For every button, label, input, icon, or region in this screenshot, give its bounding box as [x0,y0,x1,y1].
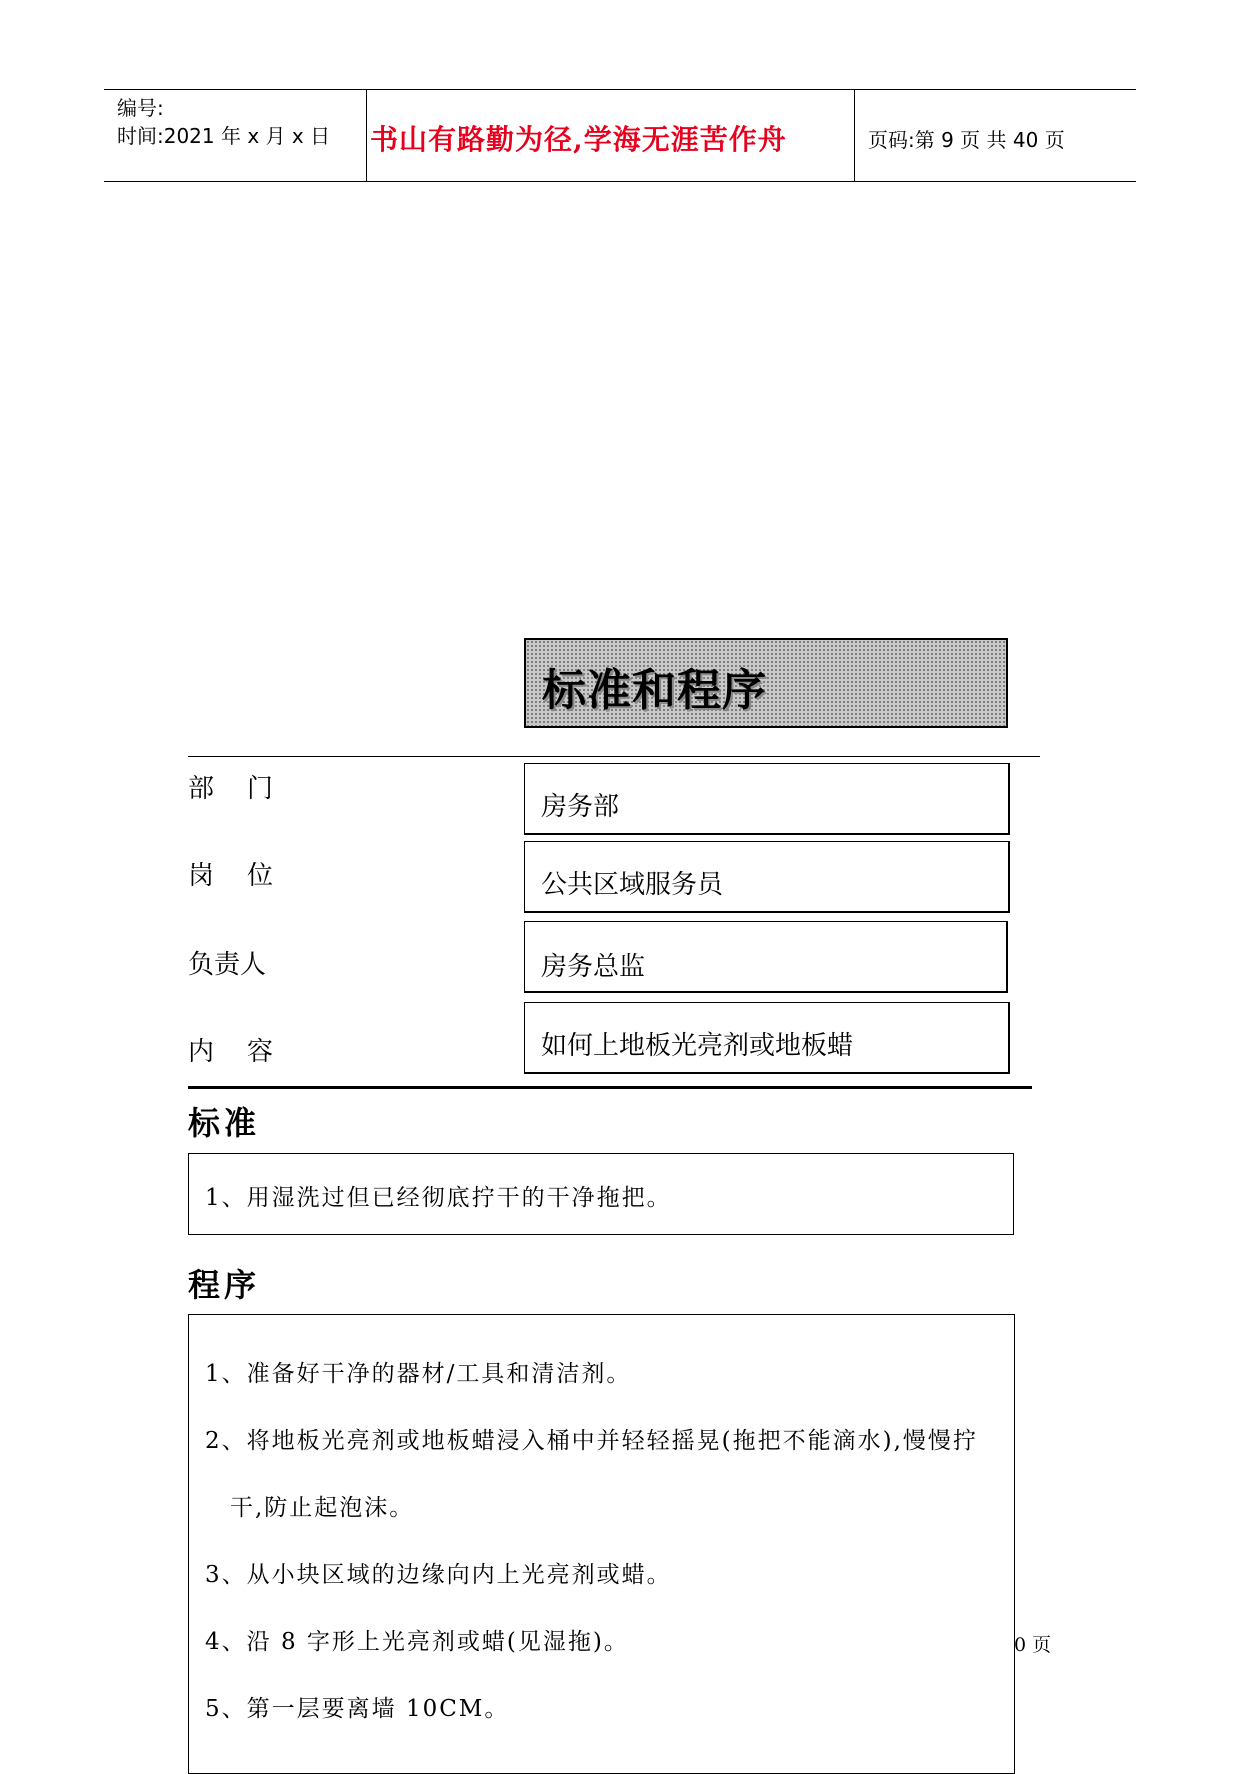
document-time-label: 时间:2021 年 x 月 x 日 [117,124,331,148]
info-bottom-rule [188,1086,1032,1089]
page-number-label: 页码:第 9 页 共 40 页 [868,128,1065,152]
header-top-rule [104,89,1136,90]
standard-box [188,1153,1014,1235]
procedure-item: 5、第一层要离墙 10CM。 [205,1696,510,1722]
position-value: 公共区域服务员 [541,870,724,900]
owner-value: 房务总监 [541,952,646,982]
department-value: 房务部 [541,792,620,822]
page-title: 标准和程序 [542,665,767,716]
header-divider-right [854,89,855,181]
procedure-item-continuation: 干,防止起泡沫。 [230,1495,415,1521]
content-label: 内 容 [188,1037,274,1067]
content-box [524,1002,1010,1074]
owner-label: 负责人 [188,950,267,980]
header-bottom-rule [104,181,1136,182]
content-value: 如何上地板光亮剂或地板蜡 [541,1031,854,1061]
header-motto: 书山有路勤为径,学海无涯苦作舟 [370,123,787,156]
position-box [524,841,1010,913]
footer-page-fragment: 0 页 [1014,1634,1052,1656]
header-divider-left [366,89,367,181]
procedure-item: 4、沿 8 字形上光亮剂或蜡(见湿拖)。 [205,1629,629,1655]
procedure-heading: 程序 [188,1266,261,1304]
document-number-label: 编号: [117,96,164,120]
standard-item: 1、用湿洗过但已经彻底拧干的干净拖把。 [205,1185,672,1211]
procedure-box [188,1314,1015,1774]
position-label: 岗 位 [188,861,274,891]
department-label: 部 门 [188,774,274,804]
procedure-item: 2、将地板光亮剂或地板蜡浸入桶中并轻轻摇晃(拖把不能滴水),慢慢拧 [205,1428,978,1454]
standard-heading: 标准 [188,1104,261,1142]
procedure-item: 3、从小块区域的边缘向内上光亮剂或蜡。 [205,1562,672,1588]
procedure-item: 1、准备好干净的器材/工具和清洁剂。 [205,1361,632,1387]
title-box [524,638,1008,728]
owner-box [524,921,1008,993]
department-box [524,763,1010,835]
info-top-rule [188,756,1040,757]
